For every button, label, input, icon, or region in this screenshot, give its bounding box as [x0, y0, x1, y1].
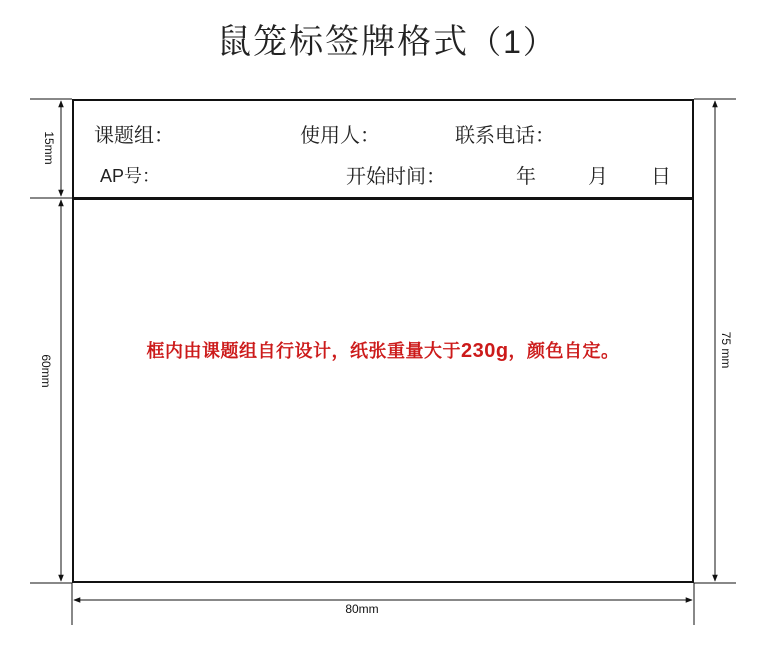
title-number: （1）: [469, 24, 557, 60]
dim-header-label: 15mm: [42, 131, 56, 165]
dim-total-label: 75 mm: [719, 331, 733, 369]
field-month-label: 月: [588, 164, 608, 188]
dim-width-label: 80mm: [345, 602, 379, 616]
ap-suffix: 号：: [124, 166, 161, 187]
field-day-label: 日: [651, 164, 671, 188]
notice-part2: ，颜色自定。: [508, 341, 620, 362]
title-text: 鼠笼标签牌格式: [217, 22, 470, 62]
field-user-label: 使用人：: [300, 123, 380, 147]
ap-prefix: AP: [100, 166, 125, 186]
dim-body-label: 60mm: [39, 354, 53, 388]
field-year-label: 年: [516, 164, 536, 188]
field-group-label: 课题组：: [94, 123, 174, 147]
field-phone-label: 联系电话：: [455, 123, 555, 147]
notice-weight: 230g: [460, 340, 509, 362]
notice-part1: 框内由课题组自行设计，纸张重量大于: [146, 341, 461, 362]
field-start-time-label: 开始时间：: [346, 164, 446, 188]
